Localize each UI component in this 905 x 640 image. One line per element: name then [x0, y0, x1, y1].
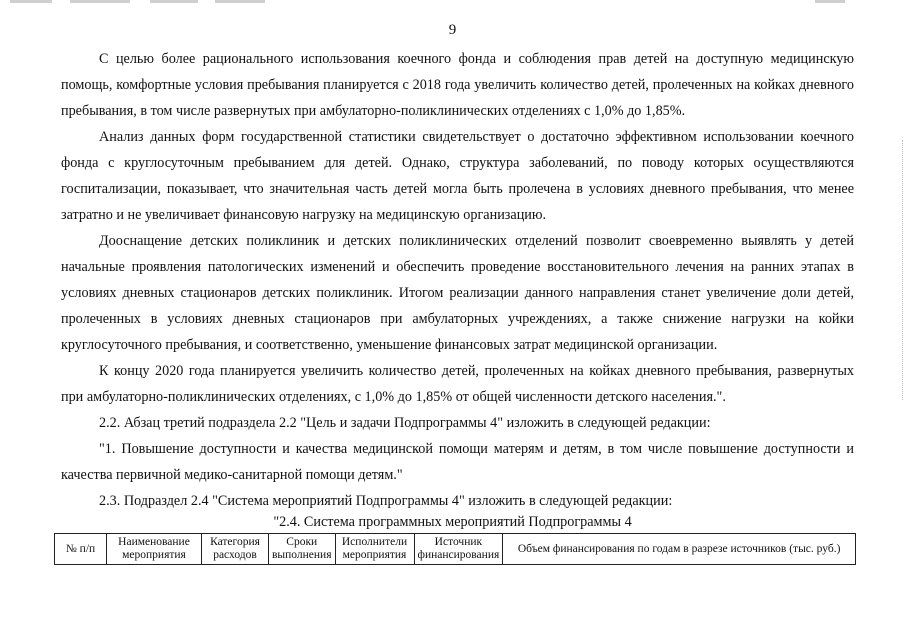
header-cell-executors: Исполнители мероприятия	[335, 534, 414, 565]
header-cell-number: № п/п	[55, 534, 107, 565]
header-cell-name: Наименование мероприятия	[107, 534, 202, 565]
header-cell-category: Категория расходов	[202, 534, 269, 565]
paragraph: С целью более рационального использования коечного фонда и соблюдения прав детей на доступную медицинскую помощь, комфортные условия пребывания планируется с 2018 года увеличить количество детей, пролеченных на койках дневного пребывания, в том числе развернутых при амбулаторно-поликлинических отделениях с 1,0% до 1,85%.	[61, 51, 854, 119]
page-number: 9	[448, 22, 457, 38]
paragraph: К концу 2020 года планируется увеличить количество детей, пролеченных на койках дневного пребывания, развернутых при амбулаторно-поликлинических отделениях, с 1,0% до 1,85% от общей численности детского населения.".	[61, 363, 854, 405]
scan-artifact	[150, 0, 198, 3]
paragraph: Дооснащение детских поликлиник и детских поликлинических отделений позволит своевременно выявлять у детей начальные проявления патологических изменений и обеспечить проведение восстановительного лечения на ранних этапах в условиях дневных стационаров детских поликлиник. Итогом реализации данного направления станет увеличение доли детей, пролеченных в условиях дневных стационаров при амбулаторных учреждениях, а также снижение нагрузки на койки круглосуточного пребывания, и соответственно, уменьшение финансовых затрат медицинской организации.	[61, 233, 854, 353]
paragraph: 2.2. Абзац третий подраздела 2.2 "Цель и задачи Подпрограммы 4" изложить в следующей редакции:	[99, 415, 711, 431]
header-cell-terms: Сроки выполнения	[269, 534, 336, 565]
paragraph: Анализ данных форм государственной статистики свидетельствует о достаточно эффективном использовании коечного фонда с круглосуточным пребыванием для детей. Однако, структура заболеваний, по поводу которых осуществляются госпитализации, показывает, что значительная часть детей могла быть пролечена в условиях дневного пребывания, что менее затратно и не увеличивает финансовую нагрузку на медицинскую организацию.	[61, 129, 854, 223]
table-header-row	[55, 534, 856, 565]
paragraph: 2.3. Подраздел 2.4 "Система мероприятий Подпрограммы 4" изложить в следующей редакции:	[99, 493, 673, 509]
scan-edge-artifact	[899, 140, 903, 400]
header-cell-funding: Объем финансирования по годам в разрезе источников (тыс. руб.)	[503, 534, 856, 565]
header-cell-source: Источник финансирования	[414, 534, 503, 565]
scan-artifact	[215, 0, 265, 3]
document-body	[61, 46, 854, 514]
scan-artifact	[70, 0, 130, 3]
paragraph: "1. Повышение доступности и качества медицинской помощи матерям и детям, в том числе повышение доступности и качества первичной медико-санитарной помощи детям."	[61, 441, 854, 483]
scan-artifact	[815, 0, 845, 3]
table-title: "2.4. Система программных мероприятий Подпрограммы 4	[273, 514, 632, 530]
scan-artifact	[10, 0, 52, 3]
program-measures-table	[54, 533, 856, 565]
